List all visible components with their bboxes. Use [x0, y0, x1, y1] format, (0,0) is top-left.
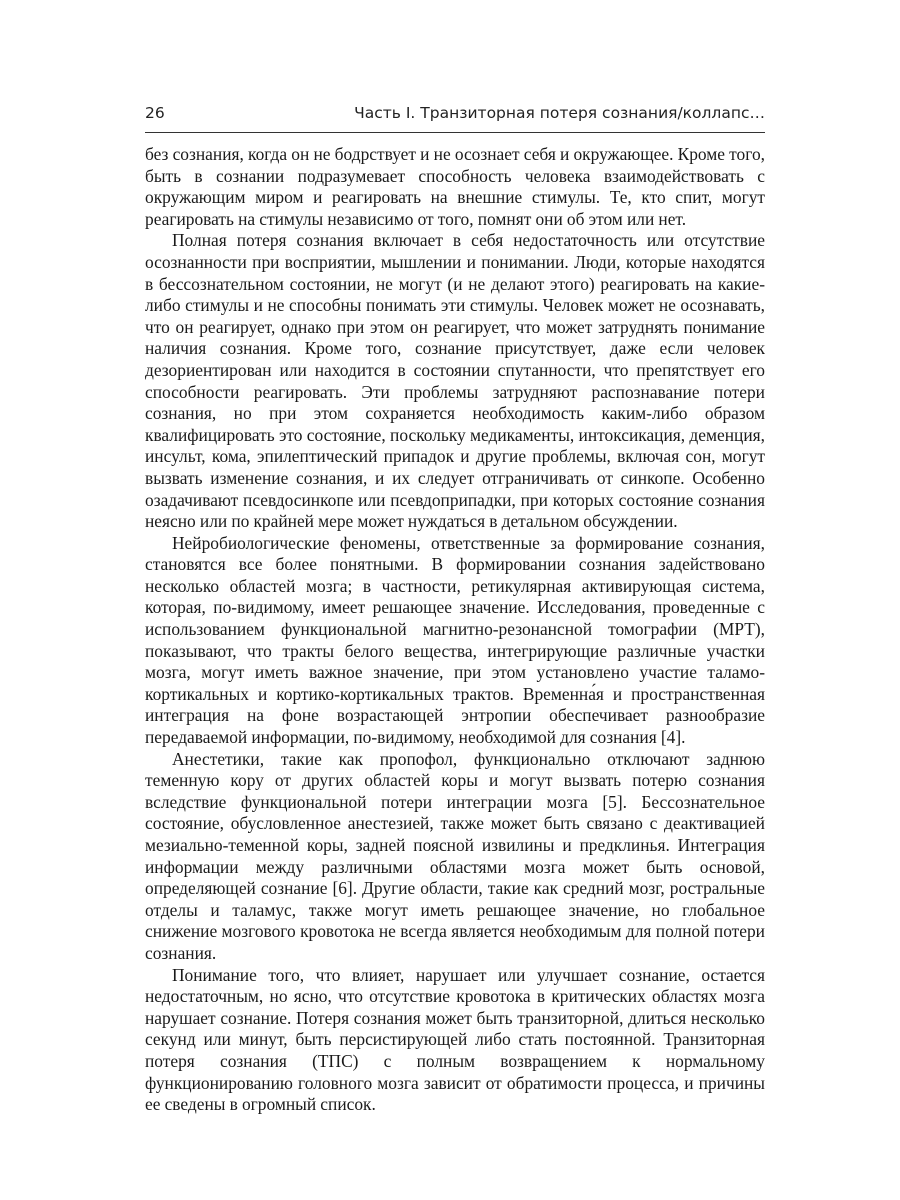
paragraph: Понимание того, что влияет, нарушает или улучшает сознание, остается недостаточным, но ясно, что отсутствие кровотока в критических областях мозга нарушает сознание. Потеря сознания может быть транзиторной, длиться несколько секунд или минут, быть персистирующей либо стать постоянной. Транзиторная потеря сознания (ТПС) с полным возвращением к нормальному функционированию головного мозга зависит от обратимости процесса, и причины ее сведены в огромный список. — [145, 964, 765, 1115]
header-rule — [145, 132, 765, 133]
paragraph: Полная потеря сознания включает в себя недостаточность или отсутствие осознанности при восприятии, мышлении и понимании. Люди, которые находятся в бессознательном состоянии, не могут (и не делают этого) реагировать на какие-либо стимулы и не способны понимать эти стимулы. Человек может не осознавать, что он реагирует, однако при этом он реагирует, что может затруднять понимание наличия сознания. Кроме того, сознание присутствует, даже если человек дезориентирован или находится в состоянии спутанности, что препятствует его способности реагировать. Эти проблемы затрудняют распознавание потери сознания, но при этом сохраняется необходимость каким-либо образом квалифицировать это состояние, поскольку медикаменты, интоксикация, деменция, инсульт, кома, эпилептический припадок и другие проблемы, включая сон, могут вызвать изменение сознания, и их следует отграничивать от синкопе. Особенно озадачивают псевдосинкопе или псевдоприпадки, при которых состояние сознания неясно или по крайней мере может нуждаться в детальном обсуждении. — [145, 230, 765, 532]
running-head — [145, 101, 765, 125]
body-text — [145, 144, 765, 1116]
page-number: 26 — [145, 104, 165, 122]
paragraph: Анестетики, такие как пропофол, функционально отключают заднюю теменную кору от других областей коры и могут вызвать потерю сознания вследствие функциональной потери интеграции мозга [5]. Бессознательное состояние, обусловленное анестезией, также может быть связано с деактивацией мезиально-теменной коры, задней поясной извилины и предклинья. Интеграция информации между различными областями мозга может быть основой, определяющей сознание [6]. Другие области, такие как средний мозг, ростральные отделы и таламус, также могут иметь решающее значение, но глобальное снижение мозгового кровотока не всегда является необходимым для полной потери сознания. — [145, 748, 765, 963]
running-title: Часть I. Транзиторная потеря сознания/коллапс… — [354, 104, 765, 122]
paragraph-continued: без сознания, когда он не бодрствует и не осознает себя и окружающее. Кроме того, быть в сознании подразумевает способность человека взаимодействовать с окружающим миром и реагировать на внешние стимулы. Те, кто спит, могут реагировать на стимулы независимо от того, помнят они об этом или нет. — [145, 144, 765, 229]
book-page — [145, 0, 765, 1200]
paragraph: Нейробиологические феномены, ответственные за формирование сознания, становятся все более понятными. В формировании сознания задействовано несколько областей мозга; в частности, ретикулярная активирующая система, которая, по-видимому, имеет решающее значение. Исследования, проведенные с использованием функциональной магнитно-резонансной томографии (МРТ), показывают, что тракты белого вещества, интегрирующие различные участки мозга, могут иметь важное значение, при этом установлено участие таламо-кортикальных и кортико-кортикальных трактов. Временна́я и пространственная интеграция на фоне возрастающей энтропии обеспечивает разнообразие передаваемой информации, по-видимому, необходимой для сознания [4]. — [145, 532, 765, 748]
